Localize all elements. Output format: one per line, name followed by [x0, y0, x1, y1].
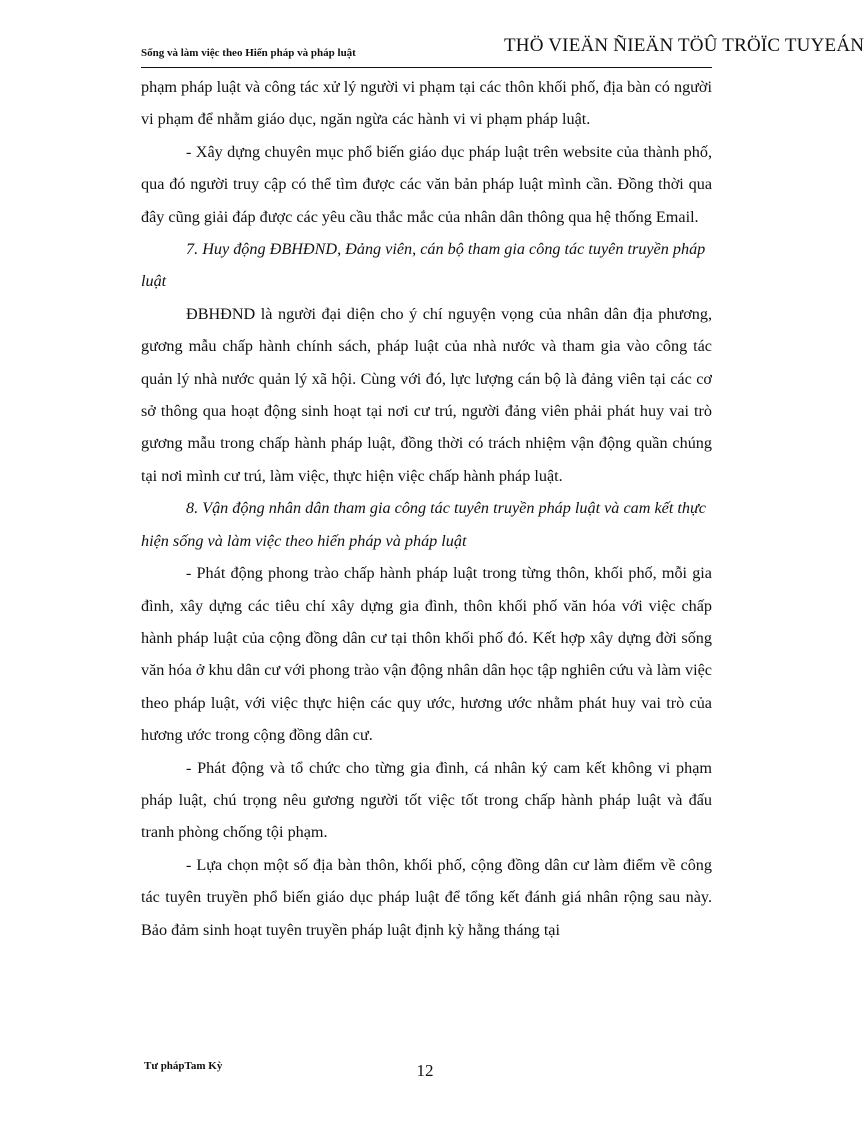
section-heading-7: 7. Huy động ĐBHĐND, Đảng viên, cán bộ tham gia công tác tuyên truyền pháp luật [141, 240, 706, 291]
header-library-banner: THÖ VIEÄN ÑIEÄN TÖÛ TRÖÏC TUYEÁN [504, 35, 864, 56]
page-number: 12 [416, 1061, 434, 1080]
document-body [141, 71, 712, 946]
paragraph-continued: phạm pháp luật và công tác xử lý người vi phạm tại các thôn khối phố, địa bàn có người vi phạm để nhằm giáo dục, ngăn ngừa các hành vi vi phạm pháp luật. [141, 78, 712, 129]
paragraph-movement-bullet: - Phát động phong trào chấp hành pháp luật trong từng thôn, khối phố, mỗi gia đình, xây dựng các tiêu chí xây dựng gia đình, thôn khối phố văn hóa với việc chấp hành pháp luật của cộng đồng dân cư tại thôn khối phố đó. Kết hợp xây dựng đời sống văn hóa ở khu dân cư với phong trào vận động nhân dân học tập nghiên cứu và làm việc theo pháp luật, với việc thực hiện các quy ước, hương ước nhằm phát huy vai trò của hương ước trong cộng đồng dân cư. [141, 564, 712, 745]
paragraph-pilot-bullet: - Lựa chọn một số địa bàn thôn, khối phố, cộng đồng dân cư làm điểm về công tác tuyên truyền phổ biến giáo dục pháp luật để tổng kết đánh giá nhân rộng sau này. Bảo đảm sinh hoạt tuyên truyền pháp luật định kỳ hằng tháng tại [141, 855, 712, 939]
header-document-title: Sống và làm việc theo Hiến pháp và pháp luật [141, 47, 356, 59]
paragraph-dbhdnd: ĐBHĐND là người đại diện cho ý chí nguyện vọng của nhân dân địa phương, gương mẫu chấp hành chính sách, pháp luật của nhà nước và tham gia vào công tác quản lý nhà nước quản lý xã hội. Cùng với đó, lực lượng cán bộ là đảng viên tại các cơ sở thông qua hoạt động sinh hoạt tại nơi cư trú, người đảng viên phải phát huy vai trò gương mẫu trong chấp hành pháp luật, đồng thời có trách nhiệm vận động quần chúng tại nơi mình cư trú, làm việc, thực hiện việc chấp hành pháp luật. [141, 304, 712, 485]
header-divider [141, 67, 712, 68]
paragraph-commitment-bullet: - Phát động và tổ chức cho từng gia đình, cá nhân ký cam kết không vi phạm pháp luật, chú trọng nêu gương người tốt việc tốt trong chấp hành pháp luật và đấu tranh phòng chống tội phạm. [141, 758, 712, 842]
page-header [141, 30, 864, 70]
paragraph-website-bullet: - Xây dựng chuyên mục phổ biến giáo dục pháp luật trên website của thành phố, qua đó người truy cập có thể tìm được các văn bản pháp luật mình cần. Đồng thời qua đây cũng giải đáp được các yêu cầu thắc mắc của nhân dân thông qua hệ thống Email. [141, 142, 712, 226]
section-heading-8: 8. Vận động nhân dân tham gia công tác tuyên truyền pháp luật và cam kết thực hiện sống và làm việc theo hiến pháp và pháp luật [141, 499, 706, 550]
footer-organization: Tư phápTam Kỳ [144, 1060, 223, 1072]
